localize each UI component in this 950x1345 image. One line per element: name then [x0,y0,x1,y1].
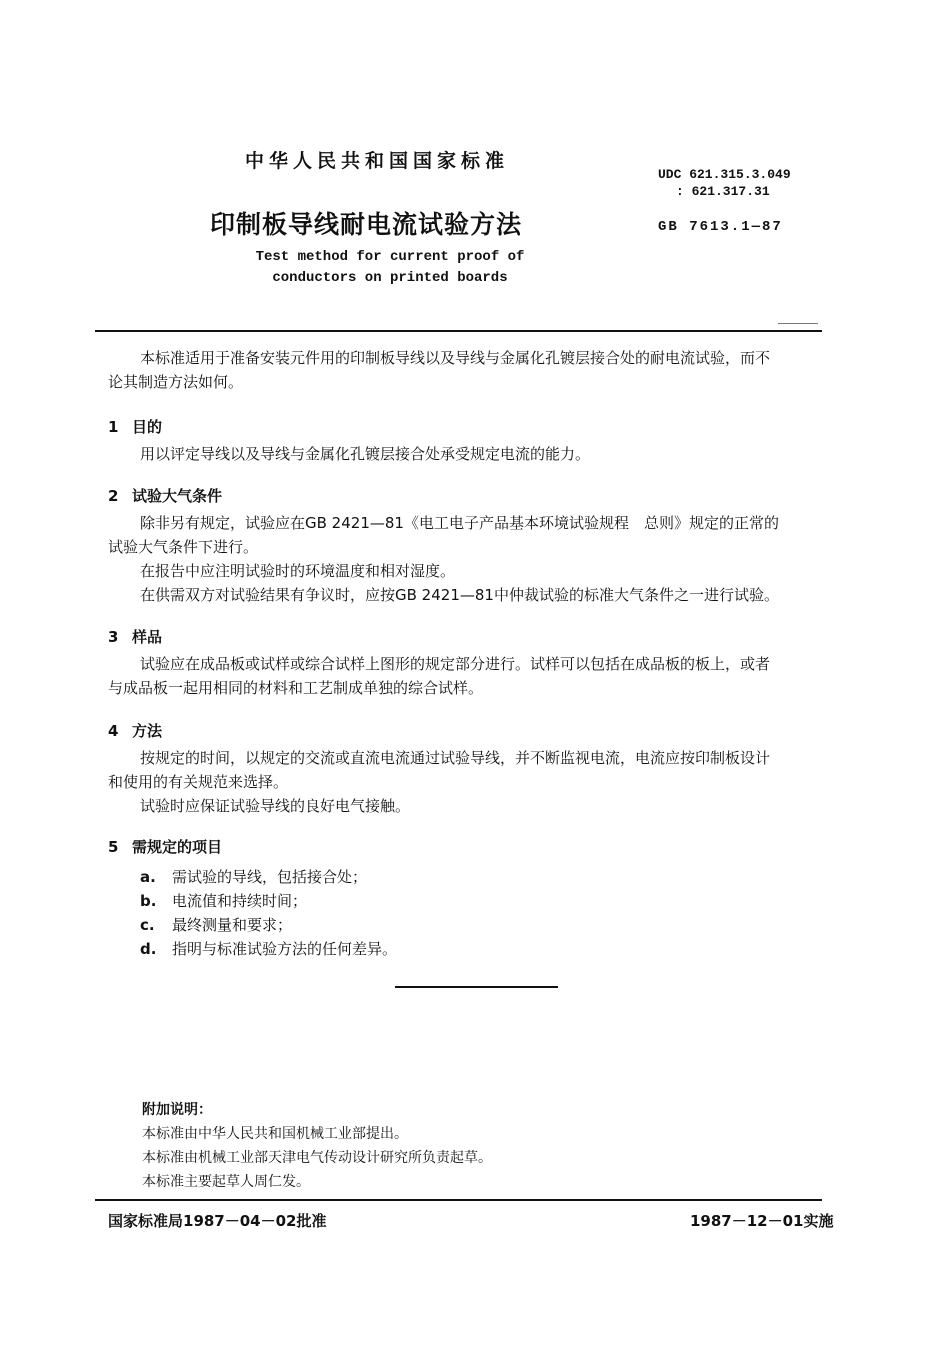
list-item-label: d. [140,940,157,958]
list-item-label: c. [140,916,155,934]
section-5-title: 需规定的项目 [132,838,223,856]
section-1-title: 目的 [132,418,163,436]
list-item [140,938,397,959]
section-3-heading [108,626,162,647]
list-item-label: a. [140,868,156,886]
list-item-text: 指明与标准试验方法的任何差异。 [172,940,398,958]
intro-line1: 本标准适用于准备安装元件用的印制板导线以及导线与金属化孔镀层接合处的耐电流试验，而不 [140,349,771,367]
section-2-para1-line2: 试验大气条件下进行。 [108,538,259,556]
header-divider-mark [778,323,818,324]
list-item [140,890,307,911]
section-1-body [108,442,820,466]
section-3-title: 样品 [132,628,163,646]
list-item-text: 电流值和持续时间； [172,892,308,910]
list-item [140,914,292,935]
notes-line2: 本标准由机械工业部天津电气传动设计研究所负责起草。 [142,1150,492,1166]
intro-paragraph [108,346,820,394]
section-2-title: 试验大气条件 [132,487,223,505]
section-2-para2: 在报告中应注明试验时的环境温度和相对湿度。 [140,562,456,580]
intro-line2: 论其制造方法如何。 [108,373,244,391]
section-1-para: 用以评定导线以及导线与金属化孔镀层接合处承受规定电流的能力。 [140,445,591,463]
document-title-cn: 印制板导线耐电流试验方法 [210,210,523,239]
section-2-number: 2 [108,487,119,505]
national-standard-label: 中华人民共和国国家标准 [245,150,510,172]
section-2-para1-line1: 除非另有规定，试验应在GB 2421—81《电工电子产品基本环境试验规程 总则》规定的正常的 [140,514,779,532]
section-2-body [108,511,820,607]
list-item-text: 需试验的导线，包括接合处； [172,868,368,886]
section-2-para3: 在供需双方对试验结果有争议时，应按GB 2421—81中仲裁试验的标准大气条件之一进行试验。 [140,586,779,604]
gb-standard-number: GB 7613.1—87 [658,219,783,235]
section-4-title: 方法 [132,722,163,740]
header-divider [95,330,822,332]
document-title-en [190,247,590,289]
section-2-heading [108,485,222,506]
list-item-text: 最终测量和要求； [172,916,293,934]
additional-notes [142,1098,492,1194]
section-4-para2: 试验时应保证试验导线的良好电气接触。 [140,797,411,815]
title-en-line1: Test method for current proof of [255,249,525,265]
section-4-para1-line1: 按规定的时间，以规定的交流或直流电流通过试验导线，并不断监视电流，电流应按印制板设计 [140,749,771,767]
section-4-para1-line2: 和使用的有关规范来选择。 [108,773,289,791]
section-4-body [108,746,820,818]
section-4-number: 4 [108,722,119,740]
footer-divider [95,1199,822,1201]
list-item [140,866,367,887]
section-3-body [108,652,820,700]
list-item-label: b. [140,892,157,910]
section-5-number: 5 [108,838,119,856]
notes-heading: 附加说明： [142,1102,212,1118]
title-en-line2: conductors on printed boards [272,270,508,286]
section-5-heading [108,836,222,857]
section-3-para-line1: 试验应在成品板或试样或综合试样上图形的规定部分进行。试样可以包括在成品板的板上，或者 [140,655,771,673]
notes-line3: 本标准主要起草人周仁发。 [142,1174,310,1190]
udc-code-line1: UDC 621.315.3.049 [658,167,791,182]
end-of-text-rule [395,986,558,988]
notes-line1: 本标准由中华人民共和国机械工业部提出。 [142,1126,408,1142]
section-4-heading [108,720,162,741]
approval-date: 国家标准局1987－04－02批准 [108,1212,327,1230]
section-3-number: 3 [108,628,119,646]
section-1-number: 1 [108,418,119,436]
udc-code-line2: : 621.317.31 [676,184,770,199]
section-3-para-line2: 与成品板一起用相同的材料和工艺制成单独的综合试样。 [108,679,484,697]
effective-date: 1987－12－01实施 [690,1212,834,1230]
section-1-heading [108,416,162,437]
